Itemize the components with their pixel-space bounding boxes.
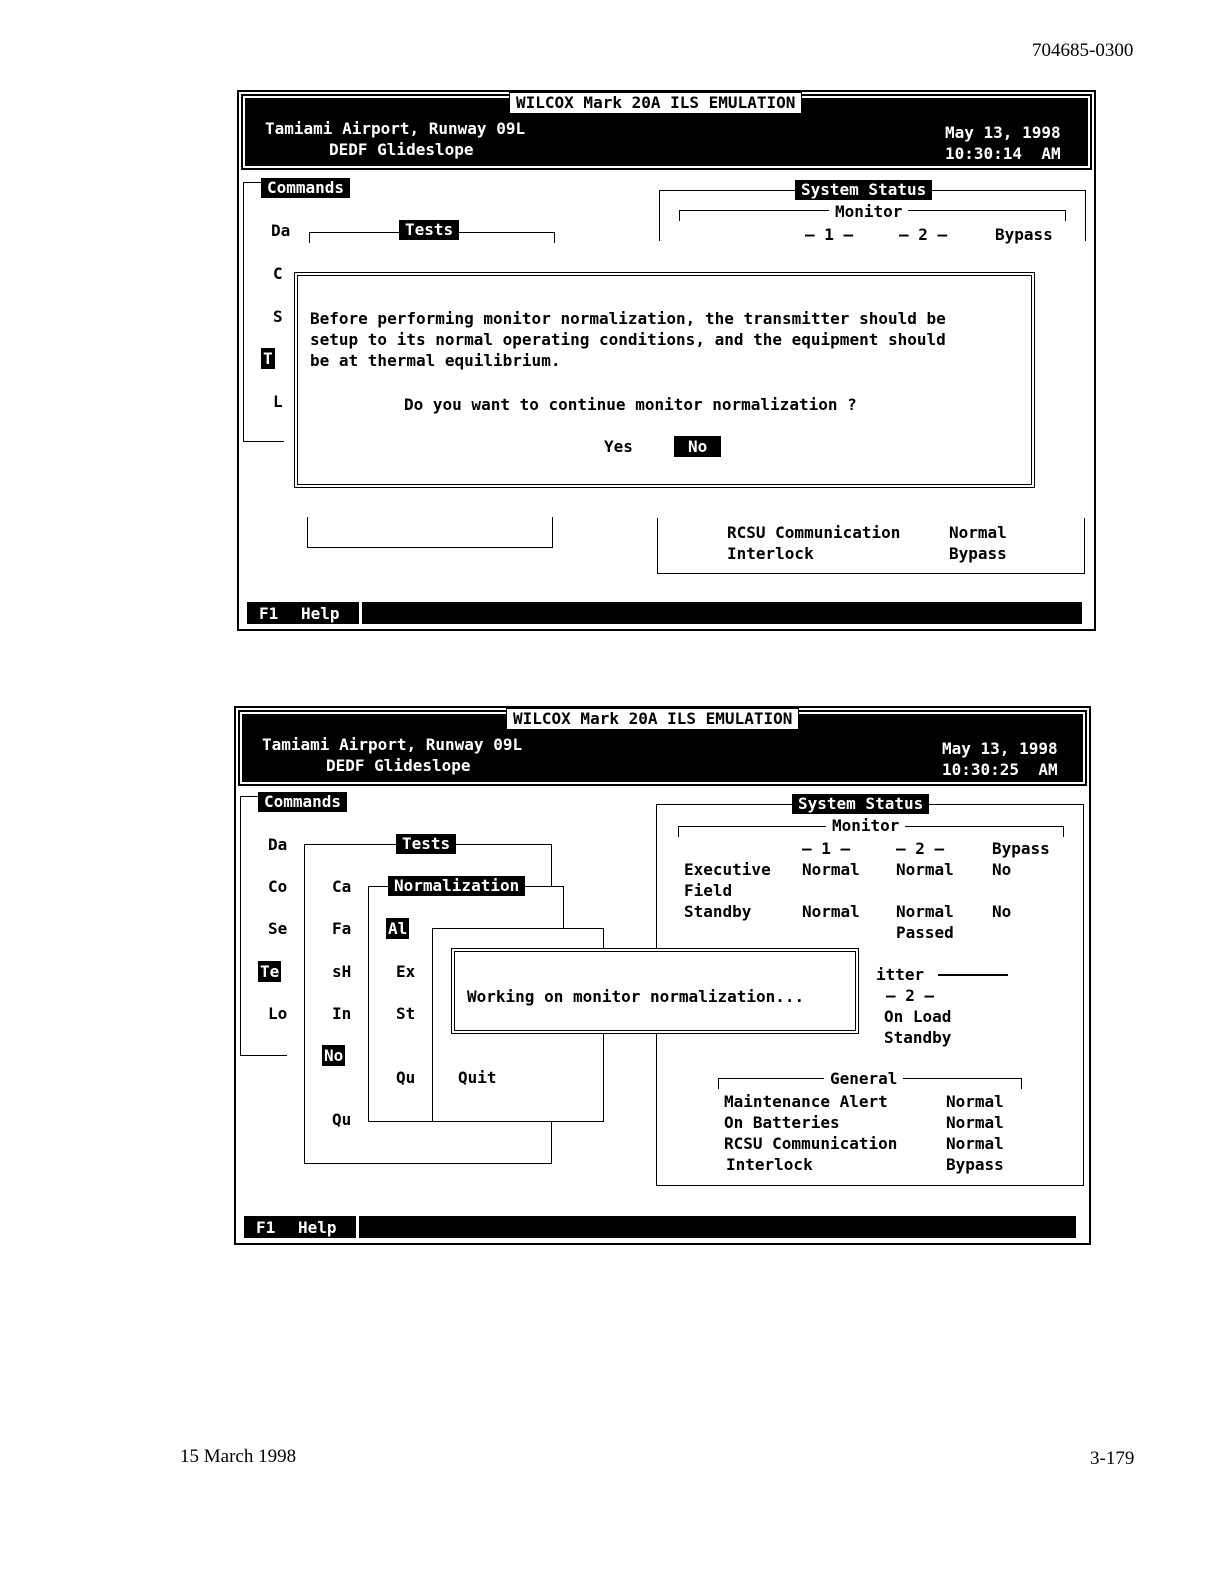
monitor-label: Monitor <box>829 202 908 222</box>
status-label: Interlock <box>727 544 814 563</box>
working-dialog <box>451 948 859 1034</box>
command-item[interactable]: Lo <box>268 1004 288 1023</box>
transmitter-frame <box>938 974 1008 976</box>
monitor-col-bypass: Bypass <box>995 225 1053 244</box>
tests-item[interactable]: sH <box>332 962 352 981</box>
help-divider <box>359 602 362 624</box>
general-row-label: Maintenance Alert <box>724 1092 888 1111</box>
tests-item[interactable]: Fa <box>332 919 352 938</box>
general-label: General <box>824 1069 903 1089</box>
footer-date: 15 March 1998 <box>180 1446 297 1467</box>
tests-item[interactable]: Ca <box>332 877 352 896</box>
transmitter-value: On Load <box>884 1007 952 1026</box>
command-item[interactable]: Se <box>268 919 288 938</box>
monitor-col-2: — 2 — <box>896 839 945 858</box>
monitor-row-label: Field <box>684 881 733 900</box>
normalization-item-selected[interactable]: Al <box>388 919 408 938</box>
command-item[interactable]: Da <box>268 835 288 854</box>
help-divider <box>356 1216 359 1238</box>
general-row-value: Normal <box>946 1092 1004 1111</box>
tests-label: Tests <box>396 834 456 854</box>
help-bar <box>247 602 1082 624</box>
dialog-question: Do you want to continue monitor normalization ? <box>404 395 857 414</box>
tests-item-selected[interactable]: No <box>324 1046 344 1065</box>
general-row-label: Interlock <box>726 1155 813 1174</box>
normalization-item[interactable]: Qu <box>396 1068 416 1087</box>
app-title: WILCOX Mark 20A ILS EMULATION <box>509 92 802 114</box>
confirmation-dialog <box>294 272 1035 488</box>
monitor-row-value: Normal <box>896 902 954 921</box>
status-label: RCSU Communication <box>727 523 901 542</box>
passed-status: Passed <box>896 923 954 942</box>
tests-item[interactable]: In <box>332 1004 352 1023</box>
command-item-selected[interactable]: Te <box>260 962 280 981</box>
commands-label: Commands <box>258 792 347 812</box>
monitor-row-value: Normal <box>896 860 954 879</box>
quit-item[interactable]: Quit <box>458 1068 497 1087</box>
no-button[interactable]: No <box>674 436 721 457</box>
time-text: 10:30:25 AM <box>942 760 1058 779</box>
system-status-label: System Status <box>792 794 929 814</box>
status-value: Bypass <box>949 544 1007 563</box>
general-row-value: Normal <box>946 1113 1004 1132</box>
normalization-label: Normalization <box>388 876 525 896</box>
time-text: 10:30:14 AM <box>945 144 1061 163</box>
monitor-row-label: Executive <box>684 860 771 879</box>
help-bar <box>244 1216 1076 1238</box>
help-label[interactable]: Help <box>301 604 340 623</box>
command-item[interactable]: Co <box>268 877 288 896</box>
status-value: Normal <box>949 523 1007 542</box>
help-label[interactable]: Help <box>298 1218 337 1237</box>
system-status-label: System Status <box>795 180 932 200</box>
monitor-row-value: Normal <box>802 902 860 921</box>
station-text: DEDF Glideslope <box>326 756 471 775</box>
date-text: May 13, 1998 <box>942 739 1058 758</box>
app-title: WILCOX Mark 20A ILS EMULATION <box>506 708 799 730</box>
transmitter-label: itter <box>876 965 925 984</box>
help-key[interactable]: F1 <box>256 1218 276 1237</box>
location-text: Tamiami Airport, Runway 09L <box>265 119 526 138</box>
general-row-label: On Batteries <box>724 1113 840 1132</box>
monitor-col-1: — 1 — <box>802 839 851 858</box>
station-text: DEDF Glideslope <box>329 140 474 159</box>
monitor-col-bypass: Bypass <box>992 839 1050 858</box>
command-item[interactable]: C <box>273 264 283 283</box>
command-item[interactable]: L <box>273 392 283 411</box>
dialog-message: Before performing monitor normalization, the transmitter should be setup to its normal operating conditions, and the equipment should be at thermal equilibrium. <box>310 309 946 370</box>
monitor-row-label: Standby <box>684 902 752 921</box>
command-item-selected[interactable]: T <box>263 349 273 368</box>
date-text: May 13, 1998 <box>945 123 1061 142</box>
monitor-col-1: — 1 — <box>805 225 854 244</box>
document-number: 704685-0300 <box>1032 40 1134 61</box>
yes-button[interactable]: Yes <box>604 437 633 456</box>
tests-label: Tests <box>399 220 459 240</box>
monitor-row-value: No <box>992 860 1012 879</box>
normalization-item[interactable]: Ex <box>396 962 416 981</box>
normalization-item[interactable]: St <box>396 1004 416 1023</box>
tests-panel-bottom <box>307 517 553 548</box>
transmitter-value: Standby <box>884 1028 952 1047</box>
transmitter-col: — 2 — <box>886 986 935 1005</box>
monitor-label: Monitor <box>826 816 905 836</box>
footer-page-number: 3-179 <box>1090 1448 1135 1469</box>
monitor-row-value: Normal <box>802 860 860 879</box>
working-message: Working on monitor normalization... <box>467 987 805 1006</box>
general-row-value: Normal <box>946 1134 1004 1153</box>
tests-item[interactable]: Qu <box>332 1110 352 1129</box>
commands-label: Commands <box>261 178 350 198</box>
command-item[interactable]: Da <box>271 221 291 240</box>
screen-2 <box>234 706 1091 1245</box>
help-key[interactable]: F1 <box>259 604 279 623</box>
location-text: Tamiami Airport, Runway 09L <box>262 735 523 754</box>
command-item[interactable]: S <box>273 307 283 326</box>
general-row-label: RCSU Communication <box>724 1134 898 1153</box>
monitor-col-2: — 2 — <box>899 225 948 244</box>
monitor-row-value: No <box>992 902 1012 921</box>
screen-1 <box>237 90 1096 631</box>
general-row-value: Bypass <box>946 1155 1004 1174</box>
